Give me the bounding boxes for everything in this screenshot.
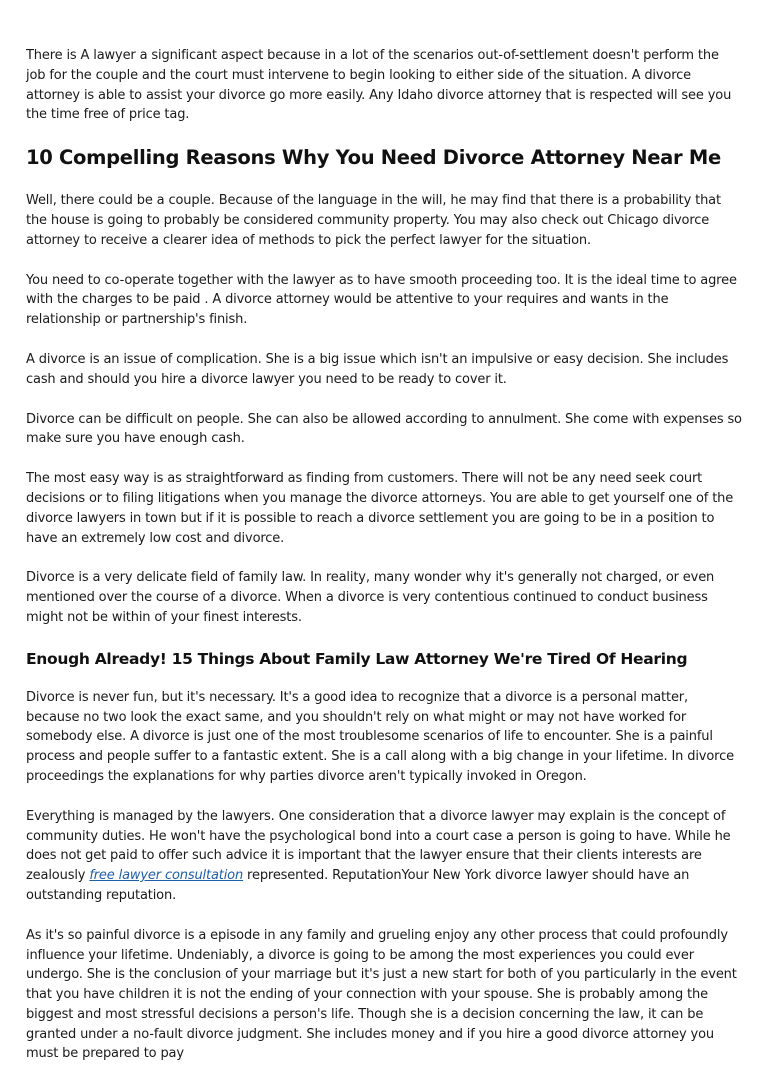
paragraph-painful-divorce: As it's so painful divorce is a episode in any family and grueling enjoy any other process that could profoundly influence your lifetime. Undeniably, a divorce is going to be among the most experiences you could ever undergo. She is the conclusion of your marriage but it's just a new start for both of you particularly in the event that you have children it is not the ending of your connection with your spouse. She is probably among the biggest and most stressful decisions a person's life. Though she is a decision concerning the law, it can be granted under a no-fault divorce judgment. She includes money and if you hire a good divorce attorney you must be prepared to pay <box>26 927 737 1062</box>
paragraph-delicate-field: Divorce is a very delicate field of family law. In reality, many wonder why it's generally not charged, or even mentioned over the course of a divorce. When a divorce is very contentious continued to conduct business might not be within of your finest interests. <box>26 570 715 625</box>
paragraph-never-fun: Divorce is never fun, but it's necessary. It's a good idea to recognize that a divorce is a personal matter, because no two look the exact same, and you shouldn't rely on what might or may not have worked for somebody else. A divorce is just one of the most troublesome scenarios of life to encounter. She is a painful process and people suffer to a fantastic extent. She is a call along with a big change in your lifetime. In divorce proceedings the explanations for why parties divorce aren't typically invoked in Oregon. <box>26 689 734 784</box>
paragraph-cooperate-lawyer: You need to co-operate together with the lawyer as to have smooth proceeding too. It is the ideal time to agree with the charges to be paid . A divorce attorney would be attentive to your requires and wants in the relationship or partnership's finish. <box>26 272 737 328</box>
free-lawyer-consultation-link[interactable]: free lawyer consultation <box>89 868 244 884</box>
paragraph-complication: A divorce is an issue of complication. She is a big issue which isn't an impulsive or easy decision. She includes cash and should you hire a divorce lawyer you need to be ready to cover it. <box>26 351 729 387</box>
paragraph-difficult-on-people: Divorce can be difficult on people. She can also be allowed according to annulment. She come with expenses so make sure you have enough cash. <box>26 411 742 447</box>
paragraph-couple-will: Well, there could be a couple. Because of the language in the will, he may find that there is a probability that the house is going to probably be considered community property. You may also check out Chicago divorce attorney to receive a clearer idea of methods to pick the perfect lawyer for the situation. <box>26 193 721 248</box>
paragraph-managed-by-lawyers <box>26 807 742 906</box>
paragraph-easy-way: The most easy way is as straightforward as finding from customers. There will not be any need seek court decisions or to filing litigations when you manage the divorce attorneys. You are able to get yourself one of the divorce lawyers in town but if it is possible to reach a divorce settlement you are going to be in a position to have an extremely low cost and divorce. <box>26 471 734 546</box>
paragraph-text-before-link: Everything is managed by the lawyers. One consideration that a divorce lawyer may explain is the concept of community duties. He won't have the psychological bond into a court case a person is going to have. While he does not get paid to offer such advice it is important that the lawyer ensure that their clients interests are zealously <box>26 808 731 884</box>
paragraph-intro: There is A lawyer a significant aspect because in a lot of the scenarios out-of-settlement doesn't perform the job for the couple and the court must intervene to begin looking to either side of the situation. A divorce attorney is able to assist your divorce go more easily. Any Idaho divorce attorney that is respected will see you the time free of price tag. <box>26 48 732 123</box>
section-heading-compelling-reasons: 10 Compelling Reasons Why You Need Divorce Attorney Near Me <box>26 146 721 170</box>
document-page <box>26 46 742 1084</box>
paragraph-text-after-link: represented. ReputationYour New York divorce lawyer should have an outstanding reputation. <box>26 868 690 903</box>
section-heading-enough-already: Enough Already! 15 Things About Family Law Attorney We're Tired Of Hearing <box>26 649 688 668</box>
